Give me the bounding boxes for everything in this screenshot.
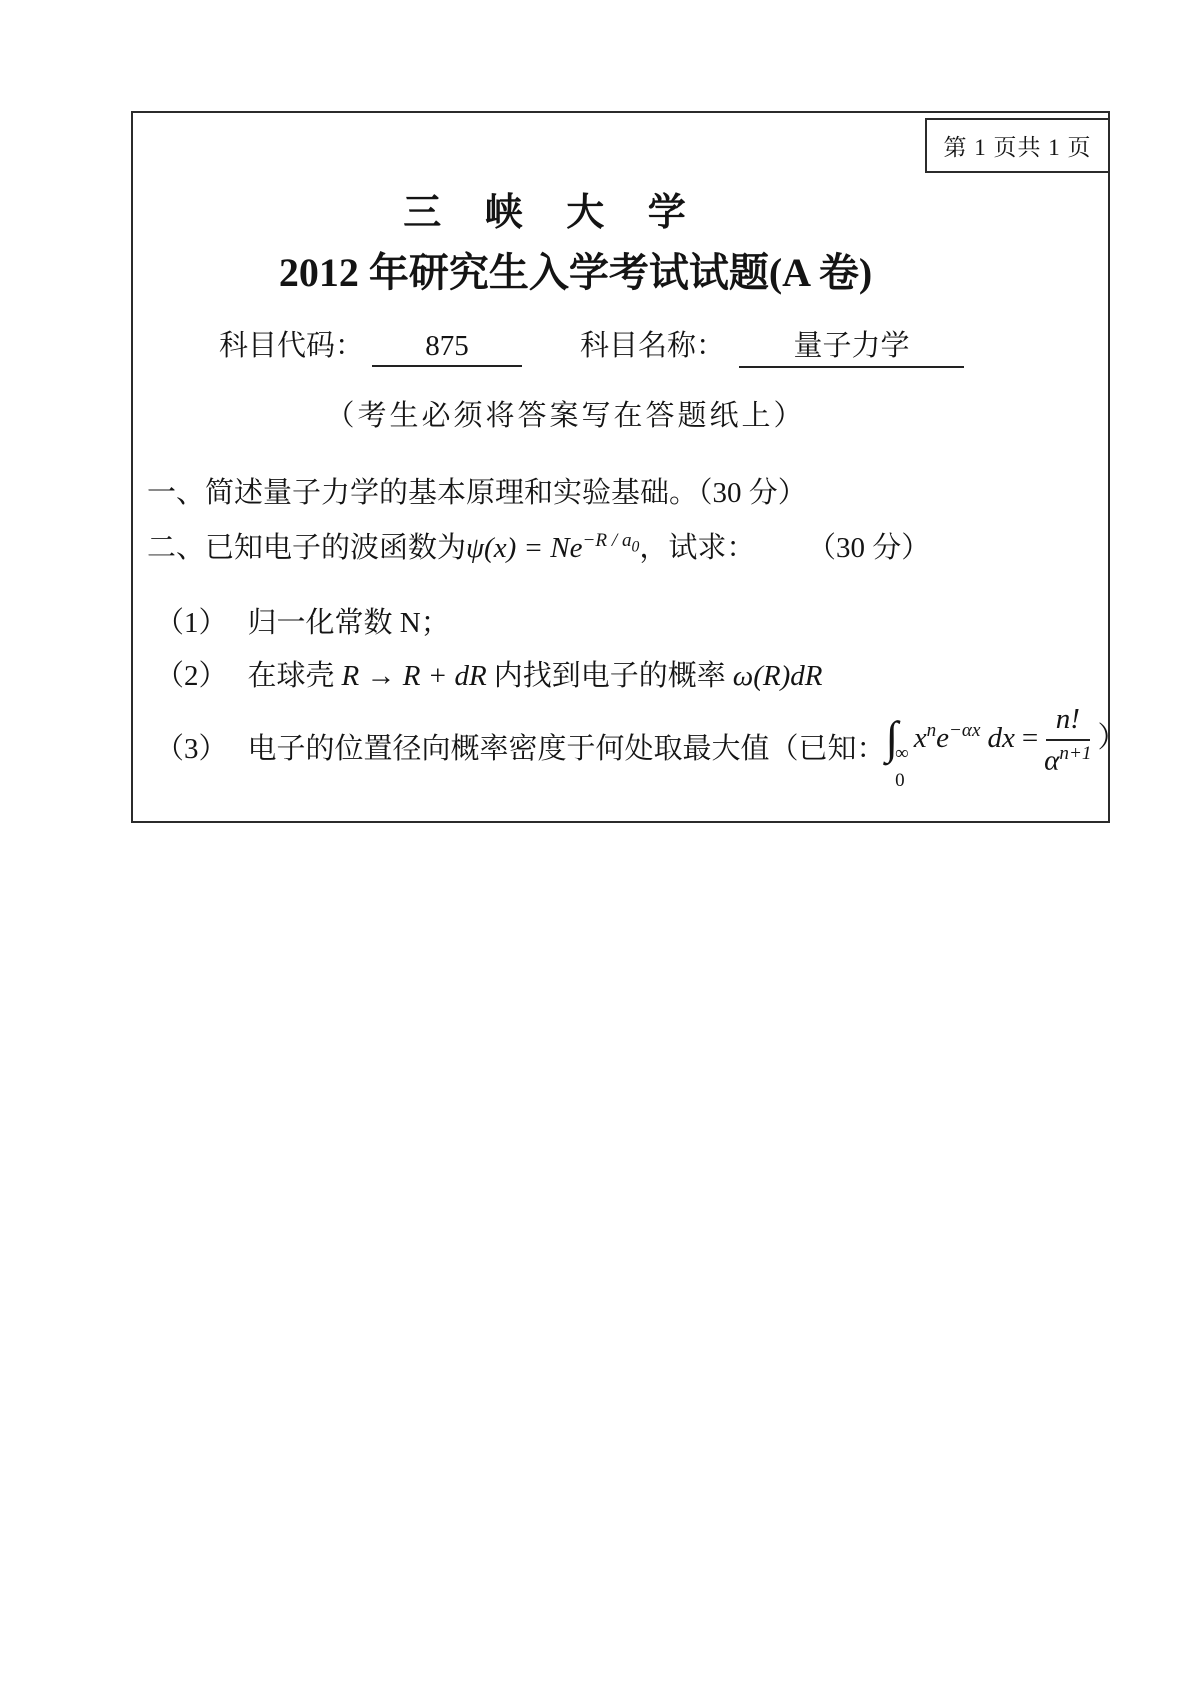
item-3-closing-paren: ） <box>1097 721 1127 754</box>
result-fraction <box>1044 702 1091 778</box>
question-2-item-3 <box>155 690 1127 802</box>
fraction-denominator <box>1044 741 1091 778</box>
wave-function-exponent-subscript: 0 <box>631 538 640 556</box>
wave-function-exponent: −R / a <box>582 530 632 552</box>
question-2 <box>147 525 1102 566</box>
integrand-x: x <box>913 721 927 754</box>
item-3-text-before: 电子的位置径向概率密度于何处取最大值（已知： <box>247 732 886 765</box>
item-3-number: （3） <box>155 732 228 765</box>
question-2-label: 二、 <box>147 532 206 564</box>
answer-sheet-notice: （考生必须将答案写在答题纸上） <box>325 400 806 432</box>
item-2-text-before: 在球壳 <box>247 660 335 692</box>
denominator-alpha: α <box>1044 744 1060 777</box>
equals-sign: = <box>1021 721 1039 754</box>
integrand-x-exponent: n <box>926 720 937 742</box>
university-title: 三 峡 大 学 <box>403 192 688 234</box>
wave-function-body: ψ(x) = Ne <box>466 532 583 564</box>
integral-lower-limit: 0 <box>895 769 905 791</box>
item-2-text-mid: 内找到电子的概率 <box>493 660 726 692</box>
subject-name-value: 量子力学 <box>739 323 964 368</box>
question-1: 一、简述量子力学的基本原理和实验基础。（30 分） <box>147 477 807 509</box>
page-number-text: 第 1 页共 1 页 <box>943 135 1092 160</box>
wave-function-formula <box>466 532 639 564</box>
page-border-frame <box>131 111 1127 823</box>
subject-code-label: 科目代码： <box>219 330 365 362</box>
item-1-number: （1） <box>155 607 228 639</box>
subject-code-value: 875 <box>372 330 522 367</box>
question-2-item-2 <box>155 653 1104 694</box>
fraction-numerator: n! <box>1046 702 1090 741</box>
subject-name-label: 科目名称： <box>580 330 726 362</box>
shell-interval-formula: R → R + dR <box>341 660 487 692</box>
question-2-text-after: ，试求： <box>639 532 756 564</box>
integral-limits <box>895 744 909 790</box>
exam-title: 2012 年研究生入学考试试题(A 卷) <box>278 250 873 295</box>
probability-formula: ω(R)dR <box>732 660 823 692</box>
subject-info-row <box>219 323 1098 368</box>
integral-sign: ∫ <box>885 711 899 763</box>
question-2-item-1 <box>155 600 1104 641</box>
question-2-score: （30 分） <box>807 532 931 564</box>
question-2-text-before: 已知电子的波函数为 <box>205 532 467 564</box>
page-number-box <box>925 118 1110 173</box>
integral-formula <box>886 702 1127 790</box>
denominator-exponent: n+1 <box>1059 742 1092 764</box>
integrand-e: e <box>936 721 949 754</box>
differential-dx: dx <box>987 721 1015 754</box>
integrand-e-exponent: −αx <box>949 720 981 742</box>
integral-upper-limit: ∞ <box>895 742 909 764</box>
item-1-text: 归一化常数 N； <box>247 607 450 639</box>
item-2-number: （2） <box>155 660 228 692</box>
